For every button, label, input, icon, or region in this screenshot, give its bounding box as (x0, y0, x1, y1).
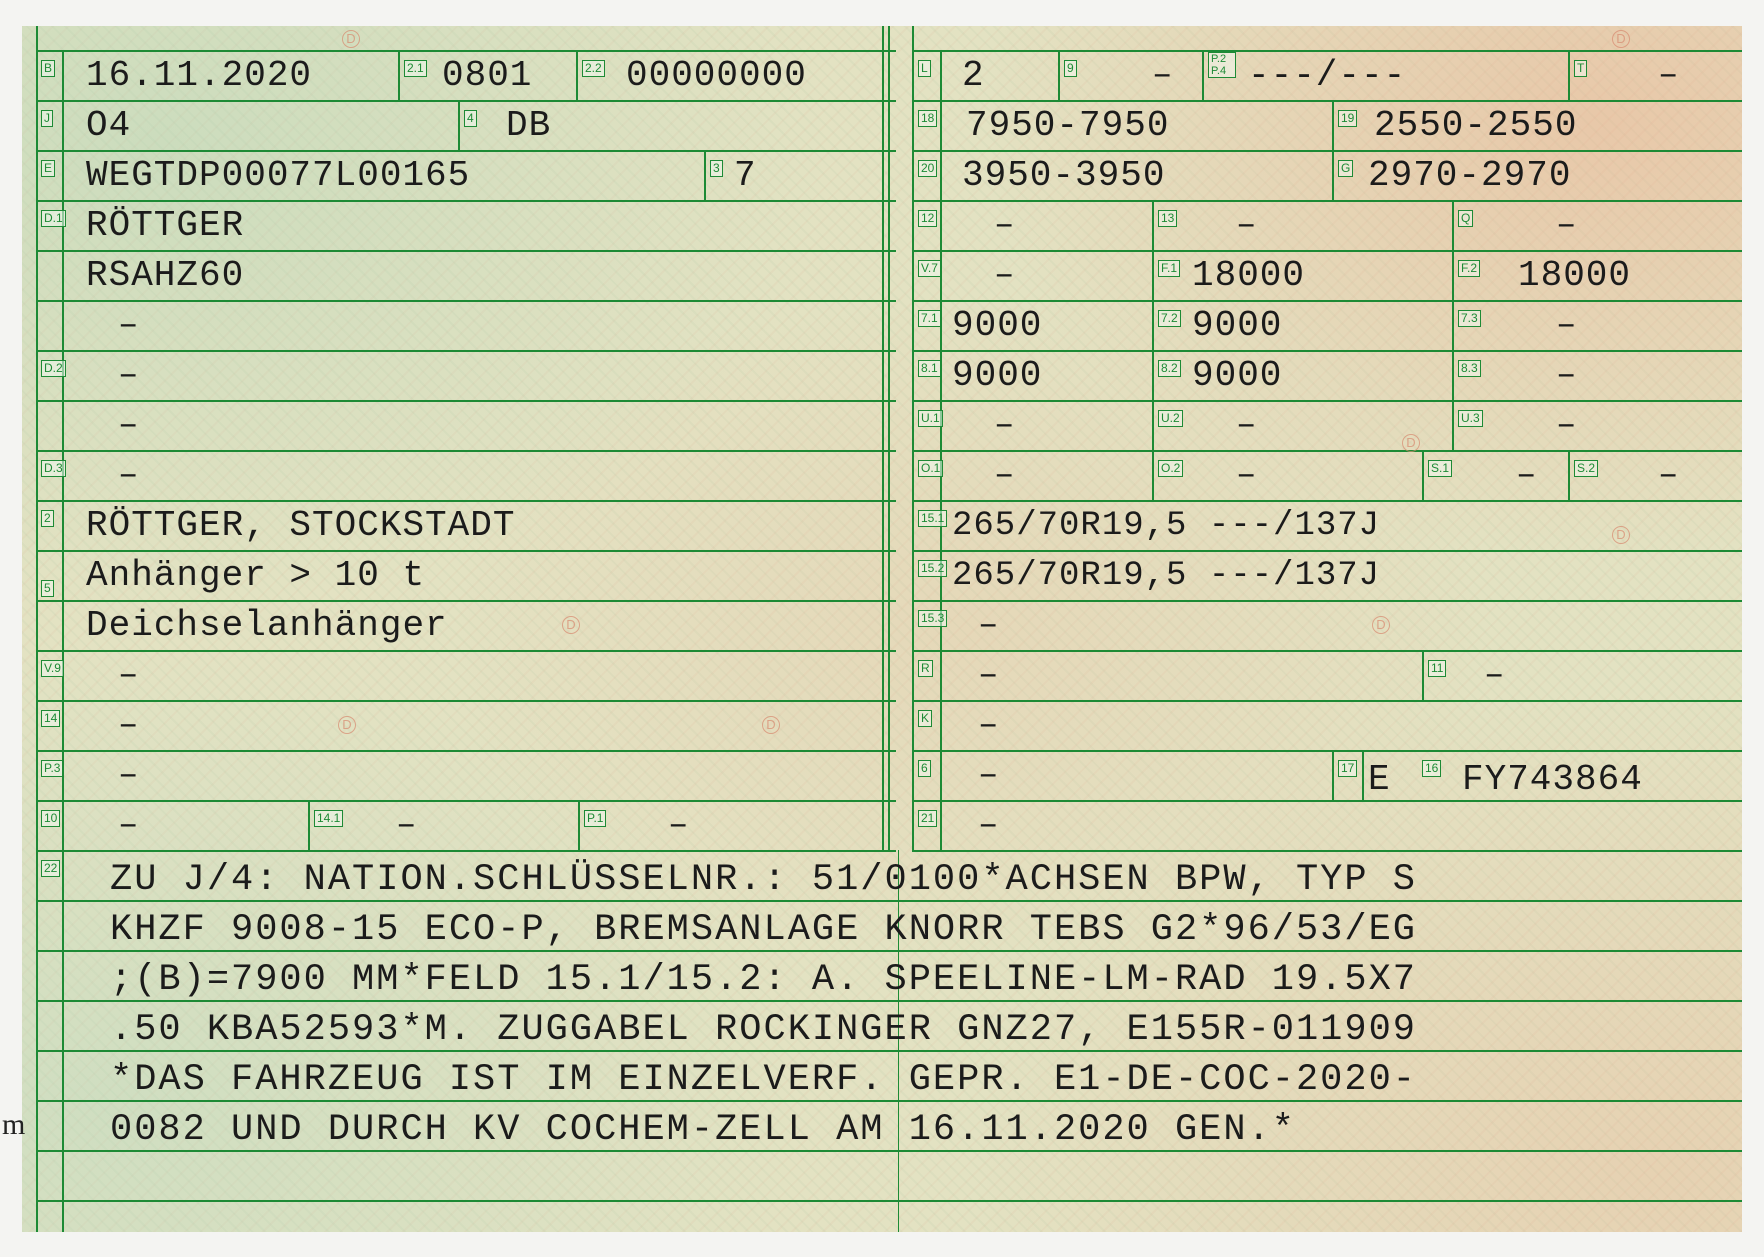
field-g-empty-mass: 2970-2970 (1368, 155, 1572, 196)
field-label-u3: U.3 (1458, 410, 1483, 427)
field-label-s1: S.1 (1428, 460, 1452, 477)
watermark-d: D (1612, 526, 1630, 544)
field-t-max-speed: – (1658, 57, 1679, 95)
field-3-check-digit: 7 (734, 155, 757, 196)
field-d2-line-1: – (118, 307, 139, 345)
remark-line-5: *DAS FAHRZEUG IST IM EINZELVERF. GEPR. E1-DE-COC-2020- (110, 1059, 1417, 1101)
field-q-power-to-weight: – (1556, 207, 1577, 245)
field-label-14-1: 14.1 (314, 810, 343, 827)
field-d1-make: RÖTTGER (86, 205, 245, 246)
watermark-d: D (1612, 30, 1630, 48)
field-15-2-tyres: 265/70R19,5 ---/137J (952, 557, 1381, 595)
field-9-drive-axles: – (1152, 57, 1173, 95)
field-label-8-3: 8.3 (1458, 360, 1481, 377)
field-label-q: Q (1458, 210, 1473, 227)
field-label-o1: O.1 (918, 460, 943, 477)
field-label-15-1: 15.1 (918, 510, 947, 527)
field-label-14: 14 (41, 710, 60, 727)
field-10-fuel-code: – (118, 807, 139, 845)
field-label-d3: D.3 (41, 460, 66, 477)
remark-line-2: KHZF 9008-15 ECO-P, BREMSANLAGE KNORR TEBS G2*96/53/EG (110, 909, 1417, 951)
watermark-d: D (338, 716, 356, 734)
registration-document (22, 26, 1742, 1232)
field-label-g: G (1338, 160, 1353, 177)
field-label-o2: O.2 (1158, 460, 1183, 477)
field-label-10: 10 (41, 810, 60, 827)
field-label-p2-p4: P.2 P.4 (1208, 52, 1236, 78)
remark-line-3: ;(B)=7900 MM*FELD 15.1/15.2: A. SPEELINE-LM-RAD 19.5X7 (110, 959, 1417, 1001)
field-label-22: 22 (41, 860, 60, 877)
watermark-d: D (562, 616, 580, 634)
edge-letter: m (2, 1108, 26, 1141)
field-label-7-3: 7.3 (1458, 310, 1481, 327)
field-s1-seats: – (1516, 457, 1537, 495)
field-label-4: 4 (464, 110, 477, 127)
field-p2-p4-power: ---/--- (1248, 55, 1407, 96)
field-14-1-emission-code: – (396, 807, 417, 845)
field-p3-fuel-type: – (118, 757, 139, 795)
field-label-11: 11 (1428, 660, 1446, 677)
field-label-j: J (41, 110, 53, 127)
field-label-2-2: 2.2 (582, 60, 605, 77)
field-u3-drive-noise: – (1556, 407, 1577, 445)
field-label-21: 21 (918, 810, 937, 827)
watermark-d: D (342, 30, 360, 48)
field-label-9: 9 (1064, 60, 1077, 77)
field-19-width: 2550-2550 (1374, 105, 1578, 146)
field-label-p3: P.3 (41, 760, 63, 777)
field-s2-standing: – (1658, 457, 1679, 495)
field-label-t: T (1574, 60, 1587, 77)
field-label-d2: D.2 (41, 360, 66, 377)
field-r-colour: – (978, 657, 999, 695)
field-j-vehicle-class: O4 (86, 105, 132, 146)
field-label-k: K (918, 710, 932, 727)
field-d2-line-3: – (118, 407, 139, 445)
field-18-length: 7950-7950 (966, 105, 1170, 146)
field-7-3-axle-load: – (1556, 307, 1577, 345)
field-8-1-axle-load: 9000 (952, 355, 1043, 396)
field-label-l: L (918, 60, 931, 77)
field-e-vin: WEGTDP00077L00165 (86, 155, 471, 196)
field-u1-noise: – (994, 407, 1015, 445)
field-17-operating-permit: E (1368, 759, 1391, 800)
field-label-7-1: 7.1 (918, 310, 941, 327)
field-label-b: B (41, 60, 55, 77)
field-label-12: 12 (918, 210, 937, 227)
watermark-d: D (1402, 434, 1420, 452)
field-label-13: 13 (1158, 210, 1177, 227)
field-5-vehicle-class-line-1: Anhänger > 10 t (86, 555, 426, 596)
field-label-d1: D.1 (41, 210, 66, 227)
field-label-6: 6 (918, 760, 931, 777)
field-label-7-2: 7.2 (1158, 310, 1181, 327)
field-14-emission-regulation: – (118, 707, 139, 745)
field-2-2-type-code: 00000000 (626, 55, 807, 96)
field-o1-braked-trailer-load: – (994, 457, 1015, 495)
field-label-15-2: 15.2 (918, 560, 947, 577)
field-20-height: 3950-3950 (962, 155, 1166, 196)
field-k-type-approval: – (978, 707, 999, 745)
field-5-vehicle-class-line-2: Deichselanhänger (86, 605, 448, 646)
field-d1-model: RSAHZ60 (86, 255, 245, 296)
field-label-s2: S.2 (1574, 460, 1598, 477)
field-15-1-tyres: 265/70R19,5 ---/137J (952, 507, 1381, 545)
field-label-v9: V.9 (41, 660, 64, 677)
field-label-2-1: 2.1 (404, 60, 427, 77)
field-b-first-registration-date: 16.11.2020 (86, 55, 313, 96)
remark-line-4: .50 KBA52593*M. ZUGGABEL ROCKINGER GNZ27, E155R-011909 (110, 1009, 1417, 1051)
field-label-19: 19 (1338, 110, 1357, 127)
field-d3-trade-name: – (118, 457, 139, 495)
field-7-1-axle-load: 9000 (952, 305, 1043, 346)
field-v9-emission-class: – (118, 657, 139, 695)
field-7-2-axle-load: 9000 (1192, 305, 1283, 346)
field-o2-unbraked-trailer-load: – (1236, 457, 1257, 495)
field-f1-max-mass: 18000 (1192, 255, 1306, 296)
field-label-f1: F.1 (1158, 260, 1180, 277)
field-label-8-1: 8.1 (918, 360, 941, 377)
field-2-manufacturer: RÖTTGER, STOCKSTADT (86, 505, 516, 546)
field-15-3-tyres: – (978, 607, 999, 645)
field-label-8-2: 8.2 (1158, 360, 1181, 377)
field-label-20: 20 (918, 160, 937, 177)
field-21-other-notes: – (978, 807, 999, 845)
field-16-certificate-number: FY743864 (1462, 759, 1643, 800)
field-d2-line-2: – (118, 357, 139, 395)
field-label-f2: F.2 (1458, 260, 1480, 277)
watermark-d: D (1372, 616, 1390, 634)
field-p1-displacement: – (668, 807, 689, 845)
field-13-support-load: – (1236, 207, 1257, 245)
field-6-date-k: – (978, 757, 999, 795)
watermark-d: D (762, 716, 780, 734)
field-12-tank-volume: – (994, 207, 1015, 245)
field-label-e: E (41, 160, 55, 177)
field-l-axles: 2 (962, 55, 985, 96)
field-label-2: 2 (41, 510, 54, 527)
field-label-r: R (918, 660, 933, 677)
field-label-16: 16 (1422, 760, 1441, 777)
field-11-body-code: – (1484, 657, 1505, 695)
field-label-18: 18 (918, 110, 937, 127)
field-4-body-type: DB (506, 105, 552, 146)
field-label-17: 17 (1338, 760, 1357, 777)
field-label-p1: P.1 (584, 810, 606, 827)
field-8-2-axle-load: 9000 (1192, 355, 1283, 396)
field-v7-co2: – (994, 257, 1015, 295)
field-8-3-axle-load: – (1556, 357, 1577, 395)
field-label-15-3: 15.3 (918, 610, 947, 627)
field-label-u1: U.1 (918, 410, 943, 427)
field-2-1-manufacturer-code: 0801 (442, 55, 533, 96)
field-label-v7: V.7 (918, 260, 941, 277)
remark-line-6: 0082 UND DURCH KV COCHEM-ZELL AM 16.11.2020 GEN.* (110, 1109, 1296, 1151)
remark-line-1: ZU J/4: NATION.SCHLÜSSELNR.: 51/0100*ACHSEN BPW, TYP S (110, 859, 1417, 901)
field-f2-permitted-mass: 18000 (1518, 255, 1632, 296)
field-label-u2: U.2 (1158, 410, 1183, 427)
field-label-3: 3 (710, 160, 723, 177)
field-label-5: 5 (41, 580, 54, 597)
field-u2-rpm: – (1236, 407, 1257, 445)
